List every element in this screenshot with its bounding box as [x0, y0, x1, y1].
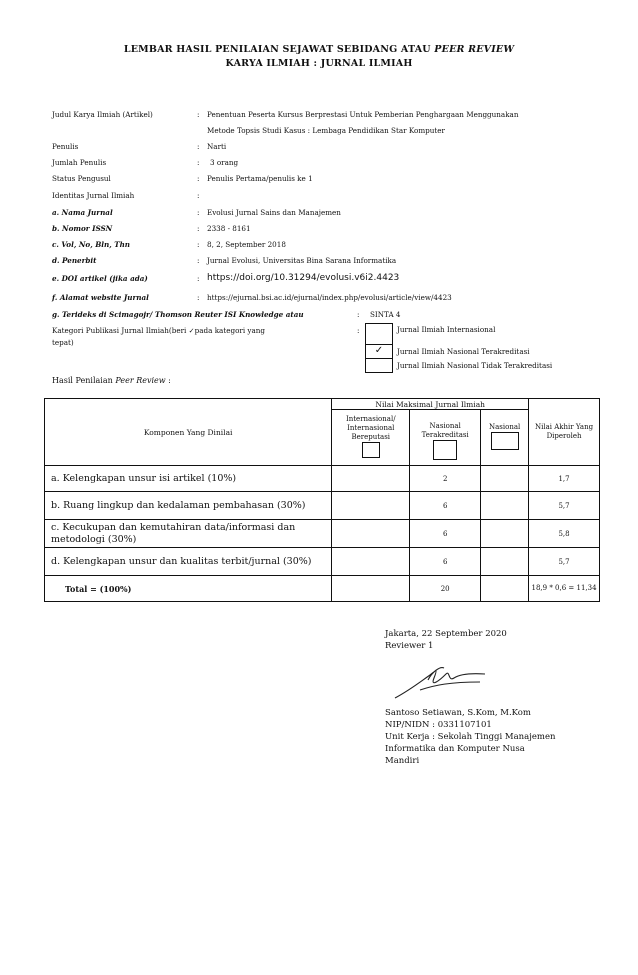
row-max: 2 — [410, 466, 481, 492]
colon: : — [357, 310, 360, 319]
identitas-label: Identitas Jurnal Ilmiah — [52, 191, 135, 200]
checkbox-internasional[interactable] — [365, 323, 393, 345]
row-label: b. Ruang lingkup dan kedalaman pembahasan (30%) — [45, 492, 332, 520]
colon: : — [197, 208, 200, 217]
header-komponen: Komponen Yang Dinilai — [45, 399, 332, 466]
hasil-heading: Hasil Penilaian Peer Review : — [52, 376, 171, 385]
vol-label: c. Vol, No, Bln, Thn — [52, 240, 131, 249]
colon: : — [197, 174, 200, 183]
nama-label: a. Nama Jurnal — [52, 208, 113, 217]
reviewer-unit-2: Informatika dan Komputer Nusa — [385, 744, 525, 754]
row-label: d. Kelengkapan unsur dan kualitas terbit/jurnal (30%) — [45, 548, 332, 576]
status-label: Status Pengusul — [52, 174, 111, 183]
checkbox-nasional-terakreditasi[interactable] — [365, 344, 393, 359]
reviewer-unit: Unit Kerja : Sekolah Tinggi Manajemen — [385, 732, 556, 742]
colon: : — [197, 224, 200, 233]
reviewer-identity — [385, 707, 555, 767]
table-row — [45, 548, 600, 576]
checkbox-col-nasional[interactable] — [491, 432, 519, 450]
option-nasional-terakreditasi: Jurnal Ilmiah Nasional Terakreditasi — [397, 347, 530, 356]
header-nasional: Nasional — [481, 410, 529, 466]
colon: : — [197, 142, 200, 151]
reviewer-label: Reviewer 1 — [385, 641, 434, 651]
judul-label: Judul Karya Ilmiah (Artikel) — [52, 110, 153, 119]
colon: : — [197, 293, 200, 302]
doi-label: e. DOI artikel (jika ada) — [52, 274, 148, 283]
checkbox-col-nas-akr[interactable] — [433, 440, 457, 460]
checkbox-nasional-tidak[interactable] — [365, 358, 393, 373]
kategori-label-2: tepat) — [52, 338, 74, 347]
penulis-value: Narti — [207, 142, 227, 151]
header-nilai-akhir: Nilai Akhir Yang Diperoleh — [529, 399, 600, 466]
row-final: 5,7 — [529, 548, 600, 576]
penerbit-label: d. Penerbit — [52, 256, 97, 265]
nama-value: Evolusi Jurnal Sains dan Manajemen — [207, 208, 341, 217]
index-label: g. Terideks di Scimagojr/ Thomson Reuter ISI Knowledge atau — [52, 310, 304, 319]
judul-value-2: Metode Topsis Studi Kasus : Lembaga Pendidikan Star Komputer — [207, 126, 445, 135]
reviewer-unit-3: Mandiri — [385, 756, 420, 766]
issn-value: 2338 - 8161 — [207, 224, 251, 233]
website-link[interactable]: https://ejurnal.bsi.ac.id/ejurnal/index.php/evolusi/article/view/4423 — [207, 293, 452, 302]
row-label: c. Kecukupan dan kemutahiran data/informasi dan metodologi (30%) — [45, 520, 332, 548]
row-max: 6 — [410, 492, 481, 520]
colon: : — [197, 110, 200, 119]
website-label: f. Alamat website Jurnal — [52, 293, 149, 302]
status-value: Penulis Pertama/penulis ke 1 — [207, 174, 313, 183]
colon: : — [357, 326, 360, 335]
row-max: 6 — [410, 548, 481, 576]
index-value: SINTA 4 — [370, 310, 401, 319]
check-icon: ✓ — [374, 345, 384, 356]
option-internasional: Jurnal Ilmiah Internasional — [397, 325, 496, 334]
place-date: Jakarta, 22 September 2020 — [385, 629, 507, 639]
table-row — [45, 466, 600, 492]
table-row — [45, 492, 600, 520]
jumlah-value: 3 orang — [210, 158, 239, 167]
row-final: 5,8 — [529, 520, 600, 548]
judul-value: Penentuan Peserta Kursus Berprestasi Untuk Pemberian Penghargaan Menggunakan — [207, 110, 519, 119]
header-internasional: Internasional/ Internasional Bereputasi — [332, 410, 410, 466]
doi-link[interactable]: https://doi.org/10.31294/evolusi.v6i2.4423 — [207, 273, 400, 283]
penulis-label: Penulis — [52, 142, 79, 151]
penerbit-value: Jurnal Evolusi, Universitas Bina Sarana Informatika — [207, 256, 397, 265]
total-row — [45, 576, 600, 602]
table-row — [45, 520, 600, 548]
colon: : — [197, 256, 200, 265]
total-final: 18,9 * 0,6 = 11,34 — [529, 576, 600, 602]
row-final: 5,7 — [529, 492, 600, 520]
total-max: 20 — [410, 576, 481, 602]
header-nilai-maksimal: Nilai Maksimal Jurnal Ilmiah — [332, 399, 529, 410]
jumlah-label: Jumlah Penulis — [52, 158, 107, 167]
row-final: 1,7 — [529, 466, 600, 492]
penilaian-table — [44, 398, 600, 602]
title-text: LEMBAR HASIL PENILAIAN SEJAWAT SEBIDANG ATAU — [123, 44, 435, 55]
total-label: Total = (100%) — [45, 576, 332, 602]
colon: : — [197, 274, 200, 283]
signature-block — [385, 628, 507, 652]
row-label: a. Kelengkapan unsur isi artikel (10%) — [45, 466, 332, 492]
signature-image — [390, 660, 490, 705]
checkbox-col-internasional[interactable] — [362, 442, 380, 458]
page-subtitle: KARYA ILMIAH : JURNAL ILMIAH — [225, 58, 413, 69]
kategori-label: Kategori Publikasi Jurnal Ilmiah(beri ✓pada kategori yang — [52, 326, 266, 335]
reviewer-name: Santoso Setiawan, S.Kom, M.Kom — [385, 708, 531, 718]
header-nasional-terakreditasi: Nasional Terakreditasi — [410, 410, 481, 466]
colon: : — [197, 158, 200, 167]
vol-value: 8, 2, September 2018 — [207, 240, 286, 249]
reviewer-nip: NIP/NIDN : 0331107101 — [385, 720, 492, 730]
row-max: 6 — [410, 520, 481, 548]
page-title — [0, 44, 638, 55]
colon: : — [197, 240, 200, 249]
colon: : — [197, 191, 200, 200]
title-peer-review: PEER REVIEW — [434, 44, 515, 55]
option-nasional-tidak: Jurnal Ilmiah Nasional Tidak Terakreditasi — [397, 361, 553, 370]
check-icon: ✓ — [188, 326, 195, 335]
issn-label: b. Nomor ISSN — [52, 224, 113, 233]
